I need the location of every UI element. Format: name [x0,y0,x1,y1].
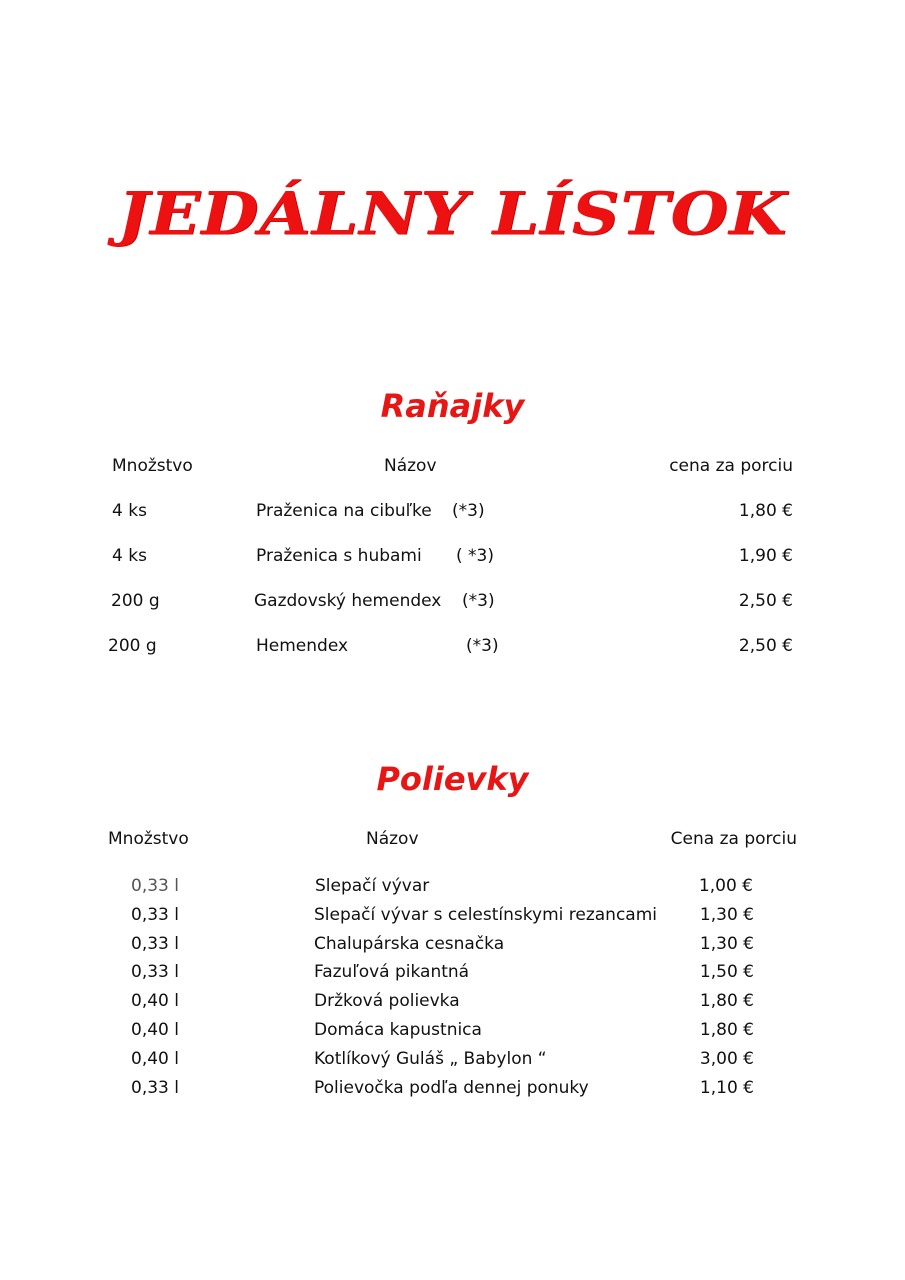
breakfast-item-price: 2,50 € [738,591,793,611]
soup-item-price: 1,30 € [699,934,754,954]
soup-item-name: Držková polievka [314,991,460,1011]
breakfast-item-name: Hemendex [256,636,349,656]
breakfast-item-qty: 4 ks [112,501,147,521]
soup-item-name: Chalupárska cesnačka [314,934,505,954]
soup-item-name: Domáca kapustnica [314,1020,482,1040]
breakfast-item-name: Praženica s hubami [256,546,422,566]
soup-item-qty: 0,33 l [131,1078,179,1098]
soup-item-price: 1,80 € [699,1020,754,1040]
soup-item-name: Fazuľová pikantná [314,962,470,982]
soup-item-qty: 0,33 l [131,934,179,954]
breakfast-item-qty: 200 g [111,591,160,611]
breakfast-item-name: Praženica na cibuľke [256,501,432,521]
breakfast-item-name: Gazdovský hemendex [254,591,442,611]
soup-item-name: Kotlíkový Guláš „ Babylon “ [314,1049,547,1069]
breakfast-item-allergen: (*3) [452,501,485,521]
soups-heading: Polievky [376,760,529,798]
breakfast-header-name: Názov [384,456,437,476]
breakfast-item-allergen: (*3) [466,636,499,656]
soup-item-name: Slepačí vývar s celestínskymi rezancami [314,905,657,925]
menu-title: JEDÁLNY LÍSTOK [117,178,788,249]
soups-header-name: Názov [366,829,419,849]
soup-item-price: 1,80 € [699,991,754,1011]
soup-item-price: 1,50 € [699,962,754,982]
soup-item-qty: 0,40 l [131,1020,179,1040]
breakfast-header-qty: Množstvo [112,456,193,476]
breakfast-item-qty: 4 ks [112,546,147,566]
soup-item-name: Slepačí vývar [315,876,430,896]
breakfast-item-allergen: (*3) [462,591,495,611]
breakfast-item-price: 1,80 € [738,501,793,521]
breakfast-item-price: 2,50 € [738,636,793,656]
soup-item-price: 1,30 € [699,905,754,925]
soup-item-price: 1,00 € [698,876,753,896]
soup-item-name: Polievočka podľa dennej ponuky [314,1078,589,1098]
breakfast-item-allergen: ( *3) [456,546,494,566]
soup-item-qty: 0,33 l [131,905,179,925]
soups-header-price: Cena za porciu [670,829,797,849]
breakfast-item-qty: 200 g [108,636,157,656]
breakfast-item-price: 1,90 € [738,546,793,566]
soup-item-qty: 0,33 l [131,962,179,982]
breakfast-heading: Raňajky [380,387,525,425]
soups-header-qty: Množstvo [108,829,189,849]
soup-item-qty: 0,33 l [131,876,179,896]
soup-item-price: 3,00 € [699,1049,754,1069]
breakfast-header-price: cena za porciu [669,456,793,476]
soup-item-qty: 0,40 l [131,991,179,1011]
soup-item-price: 1,10 € [699,1078,754,1098]
soup-item-qty: 0,40 l [131,1049,179,1069]
